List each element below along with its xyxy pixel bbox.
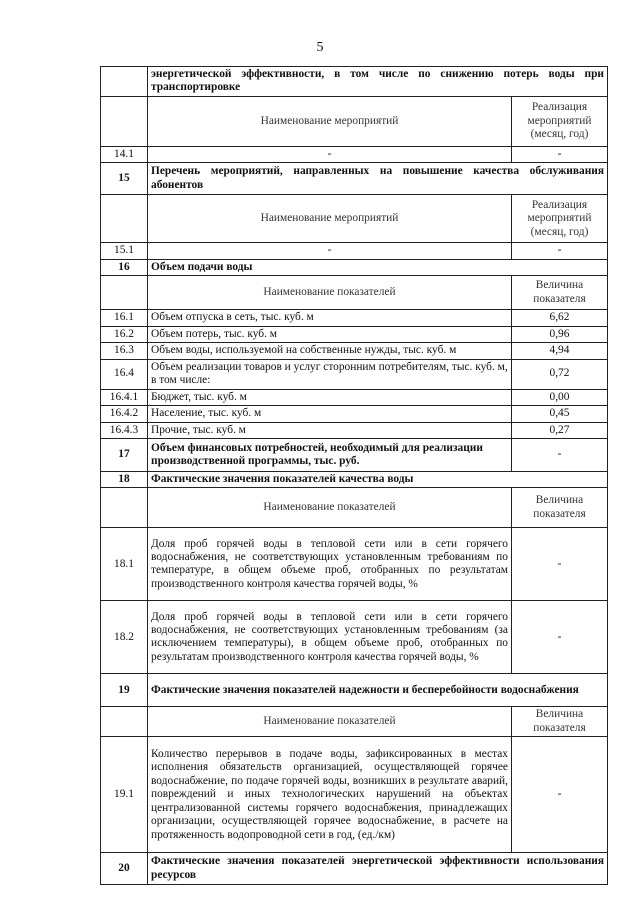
row-name: Объем отпуска в сеть, тыс. куб. м [148,310,512,326]
header-name: Наименование показателей [148,707,512,737]
row-number: 16.4 [101,359,148,389]
row-value: - [511,528,607,601]
cell-empty [101,276,148,310]
section-14-continuation [101,67,608,97]
row-name: Количество перерывов в подаче воды, зафиксированных в местах исполнения обязательств организацией, осуществляющей горячее водоснабжение, по подаче горячей воды, возникших в результате аварий, повреждений и иных технологических нарушений на объектах централизованной системы горячего водоснабжения, принадлежащих организации, осуществляющей горячее водоснабжение, в расчете на протяженность водопроводной сети в год, (ед./км) [148,737,512,853]
header-name: Наименование мероприятий [148,195,512,243]
section-title: Объем финансовых потребностей, необходимый для реализации производственной программы, тыс. руб. [148,438,512,471]
row-number: 18.2 [101,601,148,674]
row-value: - [511,601,607,674]
table-row [101,737,608,853]
table-row [101,359,608,389]
row-value: 0,96 [511,326,607,342]
header-value: Величина показателя [511,707,607,737]
section-number: 20 [101,853,148,885]
section-16-row [101,259,608,275]
section-number: 17 [101,438,148,471]
section-title: Перечень мероприятий, направленных на повышение качества обслуживания абонентов [148,163,608,195]
table-row [101,310,608,326]
row-name: Бюджет, тыс. куб. м [148,389,512,405]
section-18-row [101,471,608,487]
table-row [101,326,608,342]
row-name: - [148,146,512,162]
table-header-row [101,707,608,737]
row-number: 16.4.3 [101,422,148,438]
page-number: 5 [316,40,324,55]
header-value: Величина показателя [511,276,607,310]
cell-empty [101,707,148,737]
header-name: Наименование мероприятий [148,96,512,146]
section-number: 15 [101,163,148,195]
cell-empty [101,67,148,97]
row-number: 14.1 [101,146,148,162]
section-title: Фактические значения показателей надежности и бесперебойности водоснабжения [148,674,608,707]
row-number: 16.4.1 [101,389,148,405]
section-19-row [101,674,608,707]
row-value: - [511,438,607,471]
section-15-row [101,163,608,195]
row-name: Прочие, тыс. куб. м [148,422,512,438]
table-header-row [101,96,608,146]
row-name: - [148,243,512,259]
table-row [101,146,608,162]
row-name: Объем воды, используемой на собственные нужды, тыс. куб. м [148,343,512,359]
table-row [101,601,608,674]
row-number: 16.3 [101,343,148,359]
program-table [100,66,608,885]
header-name: Наименование показателей [148,488,512,528]
row-value: 0,00 [511,389,607,405]
section-title: Объем подачи воды [148,259,608,275]
row-number: 18.1 [101,528,148,601]
section-20-row [101,853,608,885]
row-value: 0,45 [511,406,607,422]
row-value: - [511,243,607,259]
section-number: 18 [101,471,148,487]
table-row [101,528,608,601]
row-value: 4,94 [511,343,607,359]
cell-empty [101,195,148,243]
row-number: 15.1 [101,243,148,259]
section-title: энергетической эффективности, в том числе по снижению потерь воды при транспортировке [148,67,608,97]
table-row [101,422,608,438]
section-title: Фактические значения показателей качества воды [148,471,608,487]
header-value: Величина показателя [511,488,607,528]
table-header-row [101,195,608,243]
table-row [101,389,608,405]
cell-empty [101,96,148,146]
table-row [101,343,608,359]
cell-empty [101,488,148,528]
row-value: 0,27 [511,422,607,438]
header-value: Реализация мероприятий (месяц, год) [511,195,607,243]
row-number: 19.1 [101,737,148,853]
row-name: Объем потерь, тыс. куб. м [148,326,512,342]
section-number: 16 [101,259,148,275]
row-number: 16.1 [101,310,148,326]
header-name: Наименование показателей [148,276,512,310]
row-name: Доля проб горячей воды в тепловой сети или в сети горячего водоснабжения, не соответствующих установленным требованиям (за исключением температуры), в общем объеме проб, отобранных по результатам производственного контроля качества горячей воды, % [148,601,512,674]
section-number: 19 [101,674,148,707]
table-row [101,243,608,259]
table-row [101,406,608,422]
row-name: Доля проб горячей воды в тепловой сети или в сети горячего водоснабжения, не соответствующих установленным требованиям по температуре, в общем объеме проб, отобранных по результатам производственного контроля качества горячей воды, % [148,528,512,601]
row-value: 0,72 [511,359,607,389]
row-name: Объем реализации товаров и услуг сторонним потребителям, тыс. куб. м, в том числе: [148,359,512,389]
row-value: 6,62 [511,310,607,326]
row-name: Население, тыс. куб. м [148,406,512,422]
table-header-row [101,276,608,310]
row-value: - [511,737,607,853]
table-header-row [101,488,608,528]
section-title: Фактические значения показателей энергетической эффективности использования ресурсов [148,853,608,885]
row-value: - [511,146,607,162]
row-number: 16.4.2 [101,406,148,422]
row-number: 16.2 [101,326,148,342]
header-value: Реализация мероприятий (месяц, год) [511,96,607,146]
section-17-row [101,438,608,471]
